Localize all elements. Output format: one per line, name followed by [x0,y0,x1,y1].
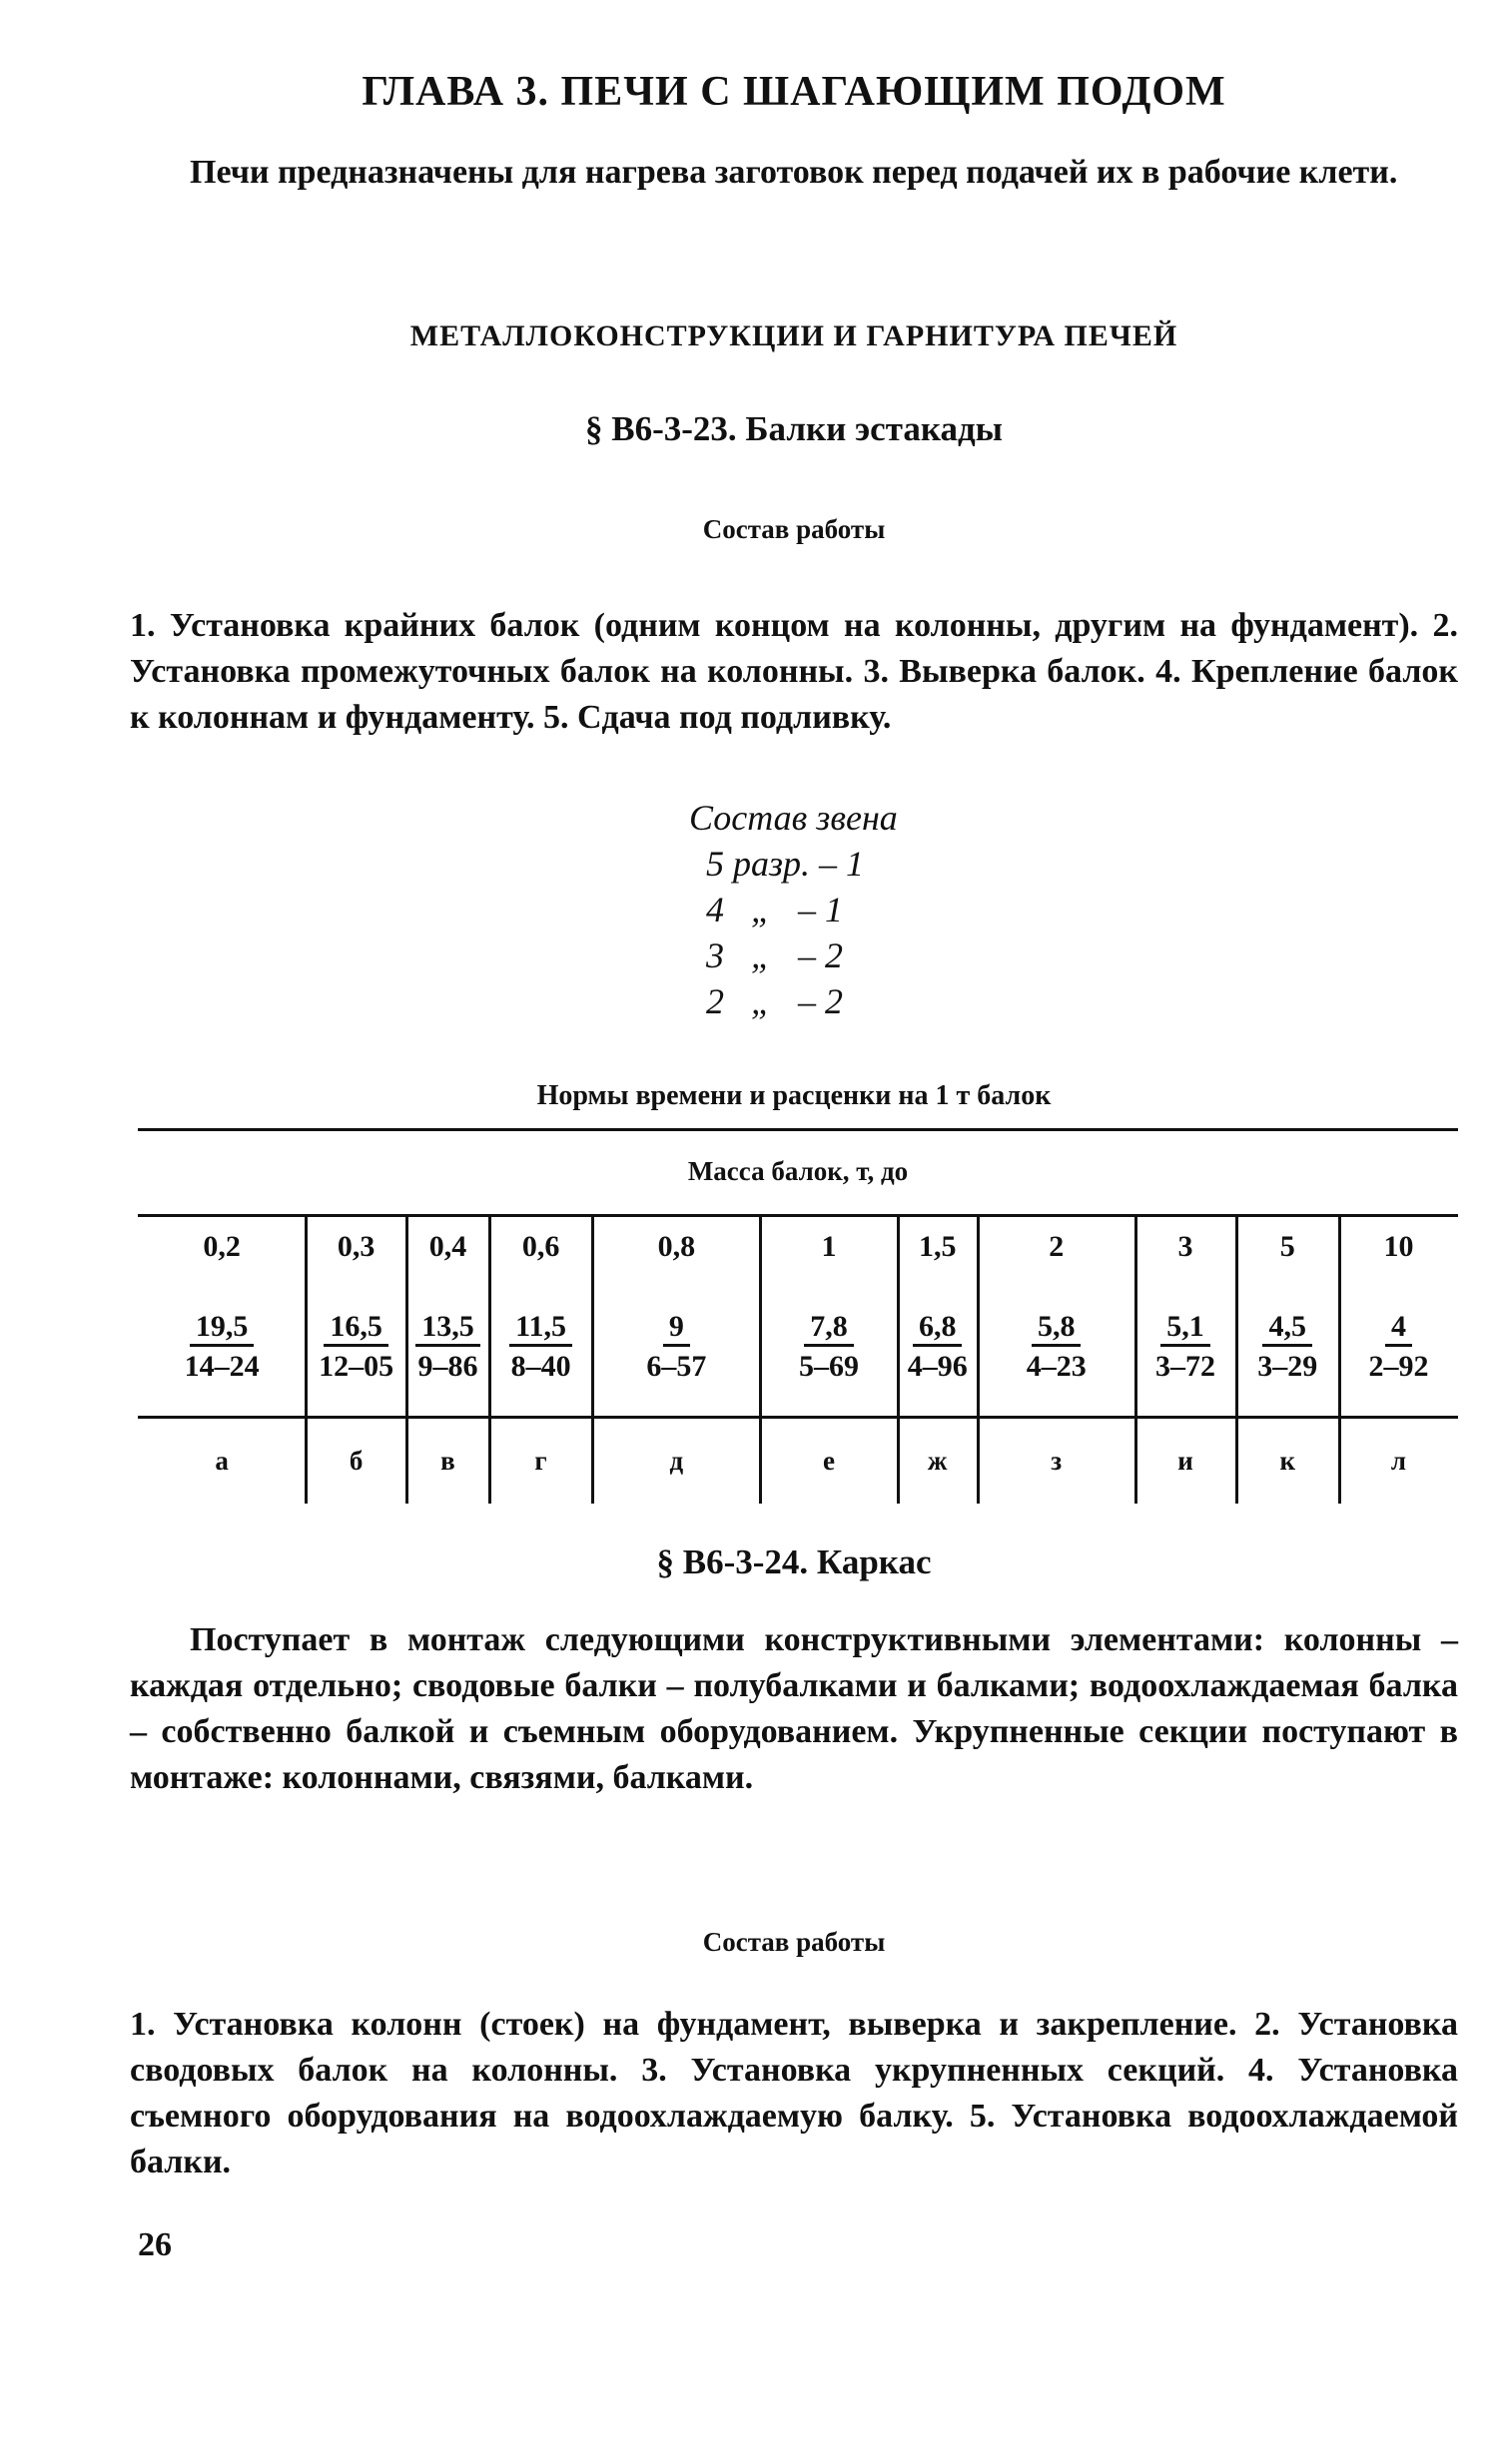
column-letter: б [349,1446,364,1476]
work-text-2: 1. Установка колонн (стоек) на фундамент, выверка и закрепление. 2. Установка сводовых балок на колонны. 3. Установка укрупненных секций. 4. Установка съемного оборудования на водоохлаждаемую балку. 5. Установка водоохлаждаемой балки. [130,2006,1458,2180]
paragraph-title-2: § В6-3-24. Каркас [656,1542,932,1581]
norm-rate-cell [489,1310,592,1387]
mass-value: 5 [1279,1230,1295,1263]
rate-value: 8–40 [510,1350,571,1383]
chapter-title: ГЛАВА 3. ПЕЧИ С ШАГАЮЩИМ ПОДОМ [362,69,1226,115]
mass-value: 0,2 [203,1230,241,1263]
crew-row: 3 „ – 2 [706,935,844,975]
table-rule [138,1214,1458,1217]
rate-value: 3–29 [1257,1350,1318,1383]
crew-composition [689,795,1009,1024]
rate-value: 4–96 [907,1350,968,1383]
mass-value: 0,3 [337,1230,375,1263]
work-heading-1: Состав работы [702,514,886,544]
section-title: МЕТАЛЛОКОНСТРУКЦИИ И ГАРНИТУРА ПЕЧЕЙ [409,319,1178,352]
norm-rate-cell [406,1310,489,1387]
rate-value: 2–92 [1368,1350,1429,1383]
table-header: Масса балок, т, до [687,1156,909,1186]
norm-rate-cell [898,1310,978,1387]
time-norm: 19,5 [190,1310,255,1347]
time-norm: 13,5 [415,1310,480,1347]
rate-value: 5–69 [799,1350,860,1383]
time-norm: 16,5 [324,1310,388,1347]
column-letter: а [215,1446,229,1476]
column-letter: д [669,1446,684,1476]
norm-rate-cell [592,1310,760,1387]
mass-value: 0,6 [521,1230,560,1263]
column-letter: з [1051,1446,1063,1476]
table-title: Нормы времени и расценки на 1 т балок [536,1080,1052,1111]
table-rule [138,1128,1458,1131]
table-rule [138,1416,1458,1419]
norm-rate-cell [306,1310,406,1387]
work-text-1: 1. Установка крайних балок (одним концом на колонны, другим на фундамент). 2. Установка промежуточных балок на колонны. 3. Выверка балок. 4. Крепление балок к колоннам и фундаменту. 5. Сдача под подливку. [130,607,1458,736]
rate-value: 14–24 [184,1350,260,1383]
time-norm: 11,5 [509,1310,572,1347]
rate-value: 9–86 [417,1350,478,1383]
time-norm: 4,5 [1262,1310,1312,1347]
column-letter: ж [927,1446,948,1476]
mass-value: 1,5 [918,1230,957,1263]
mass-value: 3 [1177,1230,1193,1263]
time-norm: 9 [663,1310,690,1347]
time-norm: 5,1 [1160,1310,1210,1347]
norm-rate-cell [1339,1310,1458,1387]
mass-value: 2 [1049,1230,1065,1263]
column-letter: к [1279,1446,1296,1476]
mass-value: 1 [821,1230,837,1263]
column-letter: л [1390,1446,1407,1476]
time-norm: 7,8 [804,1310,854,1347]
mass-value: 0,4 [428,1230,467,1263]
intro-text: Печи предназначены для нагрева заготовок перед подачей их в рабочие клети. [190,154,1398,191]
norm-rate-cell [1236,1310,1339,1387]
time-norm: 4 [1385,1310,1412,1347]
rate-value: 4–23 [1026,1350,1087,1383]
crew-row: 4 „ – 1 [706,890,844,929]
rate-value: 6–57 [646,1350,707,1383]
mass-value: 0,8 [657,1230,696,1263]
rate-value: 12–05 [319,1350,394,1383]
page-number: 26 [138,2226,172,2263]
paragraph-intro-2: Поступает в монтаж следующими конструктивными элементами: колонны – каждая отдельно; сводовые балки – полубалками и балками; водоохлаждаемая балка – собственно балкой и съемным оборудованием. Укрупненные секции поступают в монтаже: колоннами, связями, балками. [130,1621,1458,1796]
column-letter: г [534,1446,547,1476]
column-letter: и [1177,1446,1193,1476]
paragraph-title-1: § В6-3-23. Балки эстакады [584,409,1004,448]
column-letter: е [823,1446,836,1476]
norm-rate-cell [138,1310,306,1387]
rate-value: 3–72 [1155,1350,1216,1383]
crew-row: 5 разр. – 1 [706,844,865,884]
crew-heading: Состав звена [689,798,898,838]
crew-row: 2 „ – 2 [706,981,844,1021]
mass-value: 10 [1383,1230,1414,1263]
time-norm: 5,8 [1032,1310,1082,1347]
norm-rate-cell [978,1310,1135,1387]
norm-rate-cell [1135,1310,1236,1387]
column-letter: в [440,1446,455,1476]
norm-rate-cell [760,1310,897,1387]
work-heading-2: Состав работы [702,1927,886,1957]
time-norm: 6,8 [913,1310,963,1347]
